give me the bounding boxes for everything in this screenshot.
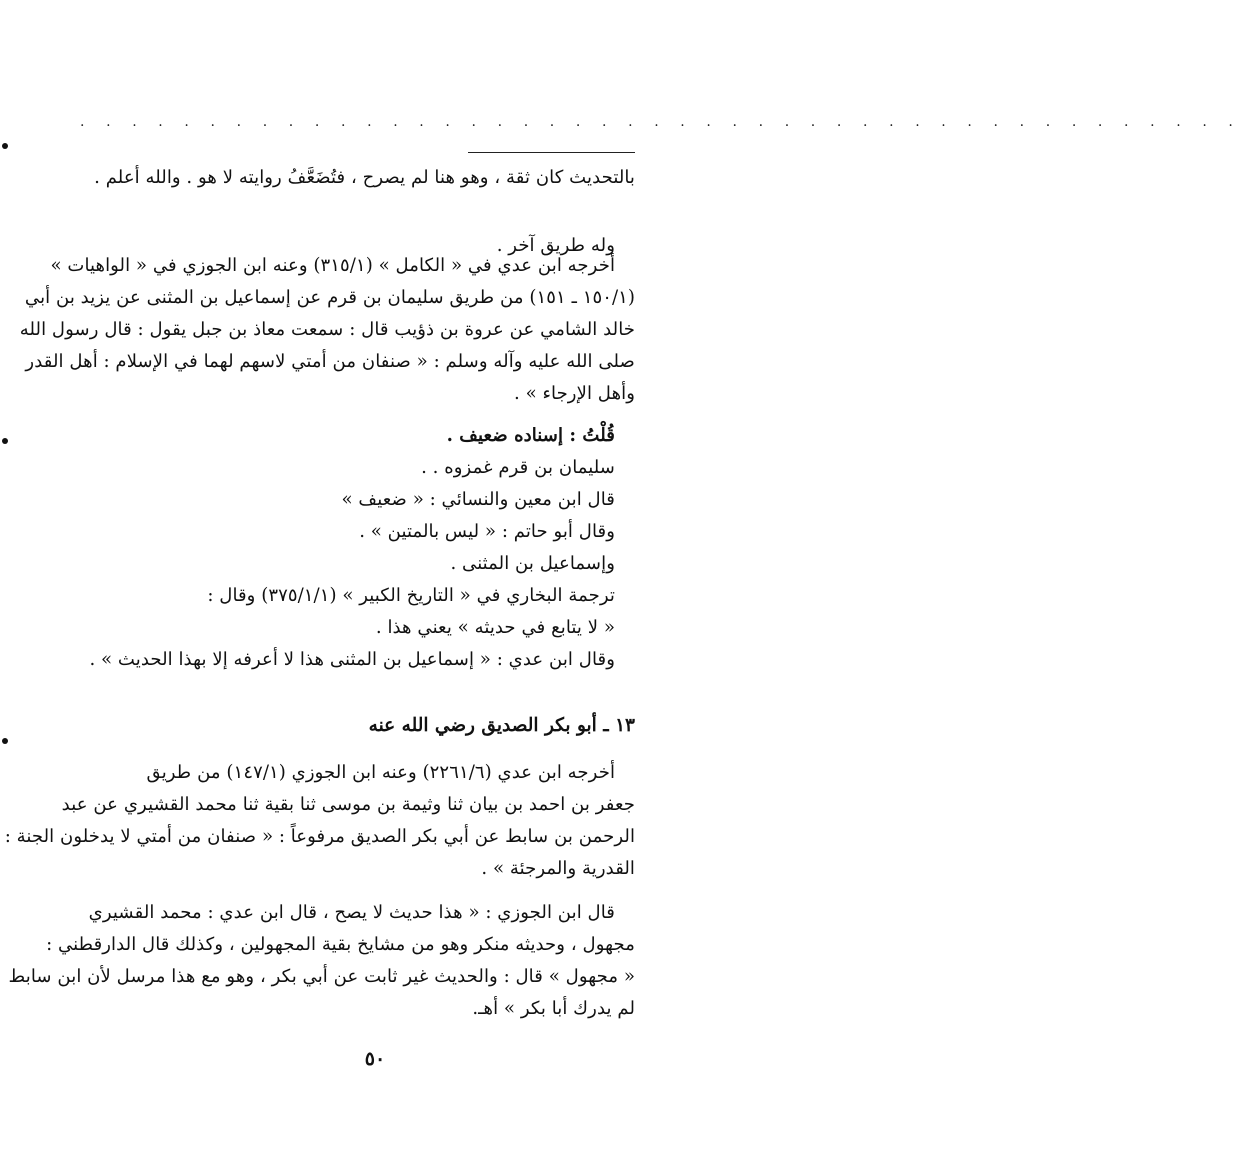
text-line: القدرية والمرجئة » .: [481, 858, 635, 879]
text-line: وأهل الإرجاء » .: [514, 383, 635, 404]
final-paragraph: [8, 897, 635, 1025]
page-number: ٥٠: [364, 1048, 386, 1070]
text-line: (١٥٠/١ ـ ١٥١) من طريق سليمان بن قرم عن إسماعيل بن المثنى عن يزيد بن أبي: [24, 287, 635, 308]
qultu-label: قُلْتُ: [582, 425, 615, 446]
intro-paragraph: بالتحديث كان ثقة ، وهو هنا لم يصرح ، فتُضَعَّفُ روايته لا هو . والله أعلم .: [94, 167, 635, 188]
footnote-rule: [468, 152, 635, 153]
text-line: مجهول ، وحديثه منكر وهو من مشايخ بقية المجهولين ، وكذلك قال الدارقطني :: [46, 934, 635, 955]
note-line: وقال أبو حاتم : « ليس بالمتين » .: [359, 521, 615, 542]
another-path-line: وله طريق آخر .: [496, 235, 615, 256]
text-line: جعفر بن احمد بن بيان ثنا وثيمة بن موسى ثنا بقية ثنا محمد القشيري عن عبد: [61, 794, 635, 815]
binder-hole-mark: [2, 738, 8, 744]
dotted-separator: . . . . . . . . . . . . . . . . . . . . . . . . . . . . . . . . . . . . . . . . . . . . .: [80, 114, 1241, 130]
note-line: « لا يتابع في حديثه » يعني هذا .: [375, 617, 615, 638]
qultu-line: [75, 420, 615, 452]
note-line: سليمان بن قرم غمزوه . .: [421, 457, 615, 478]
text-line: « مجهول » قال : والحديث غير ثابت عن أبي بكر ، وهو مع هذا مرسل لأن ابن سابط: [8, 966, 635, 987]
text-line: قال ابن الجوزي : « هذا حديث لا يصح ، قال ابن عدي : محمد القشيري: [88, 902, 615, 923]
section-paragraph: [4, 757, 635, 885]
section-heading: ١٣ ـ أبو بكر الصديق رضي الله عنه: [368, 715, 635, 736]
binder-hole-mark: [2, 143, 8, 149]
binder-hole-mark: [2, 438, 8, 444]
notes-block: [75, 420, 635, 676]
text-line: الرحمن بن سابط عن أبي بكر الصديق مرفوعاً : « صنفان من أمتي لا يدخلون الجنة :: [4, 826, 635, 847]
note-line: ترجمة البخاري في « التاريخ الكبير » (٣٧٥/١/١) وقال :: [207, 585, 615, 606]
text-line: أخرجه ابن عدي (٢٢٦١/٦) وعنه ابن الجوزي (١٤٧/١) من طريق: [146, 762, 615, 783]
qultu-verdict: : إسناده ضعيف .: [446, 425, 583, 446]
text-line: أخرجه ابن عدي في « الكامل » (٣١٥/١) وعنه ابن الجوزي في « الواهيات »: [50, 255, 615, 276]
note-line: قال ابن معين والنسائي : « ضعيف »: [341, 489, 615, 510]
text-line: خالد الشامي عن عروة بن ذؤيب قال : سمعت معاذ بن جبل يقول : قال رسول الله: [19, 319, 635, 340]
text-line: صلى الله عليه وآله وسلم : « صنفان من أمتي لاسهم لهما في الإسلام : أهل القدر: [25, 351, 635, 372]
takhrij-paragraph: [19, 250, 635, 410]
note-line: وقال ابن عدي : « إسماعيل بن المثنى هذا لا أعرفه إلا بهذا الحديث » .: [89, 649, 615, 670]
text-line: لم يدرك أبا بكر » أهـ.: [472, 998, 635, 1019]
note-line: وإسماعيل بن المثنى .: [450, 553, 615, 574]
